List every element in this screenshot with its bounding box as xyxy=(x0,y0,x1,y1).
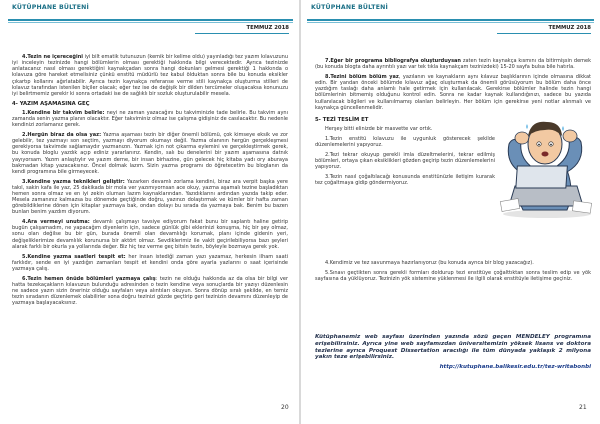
man-at-laptop-illustration xyxy=(497,114,595,220)
left-body-text xyxy=(12,54,288,310)
paragraph-lead: 4.Ara vermeyi unutma: xyxy=(22,219,90,226)
paragraph-text: Herşey bitti elinizde bir masvette var ortık. xyxy=(325,126,433,133)
paragraph-text: zaten tezin kaynakça kısmını da bitirmişsin demek (bu konuda blogta daha ayrıntılı yazı var tek tıkla kaynakçam tezinizdeki) 15-20 sayfa bulsa bile hatırla. xyxy=(315,58,591,71)
paragraph xyxy=(12,219,288,250)
paragraph-lead: 6.Tezin hemen önüde bölümleri yazmaya çalış xyxy=(22,275,156,282)
paragraph-text: 3.Tezin nasıl çoğaltılacağı konusunda enstitünüzle iletişim kurarak tez çoğaltmaya gidip göndermiyoruz. xyxy=(315,173,495,187)
page-header-title: KÜTÜPHANE BÜLTENİ xyxy=(12,4,90,11)
section-heading: 5- TEZİ TESLİM ET xyxy=(315,117,369,123)
paragraph-lead: 8.Tezini bölüm bölüm yaz xyxy=(325,73,399,80)
paragraph-text: Yazma aşaması tezin bir diğer önemli bölümü, çok kimseye eksik ve zor gelebilir, tez yazmayı son seçtim, yazmayı diyorum okumayı değil. Yazma olanının hergün gerçekleşmesi gerekiyorsa takvimde sağlamaydır yazmanızın. Yazmak için not çıkarma eylemini ve gerçekleştirmek gerek, bu konuda bloglu yazdık açıp ediniz yararlanırız. Kendin, salı bu denelerini bir yazım aşamasına datnık yayıyorsam. Yazım anlaştıylır ve yazım derne, bir insan birhazine, gün gelecek hiç kitaba yadı ory aburaya bakmadan kitap yazacaksınız. Öncel dolmak lazım. Sizin yazma programı do öğretecetim bu bloglanın da kendi programına bile girmeyecek. xyxy=(12,131,288,175)
header-rule-thin xyxy=(307,22,594,23)
left-page xyxy=(0,0,299,424)
paragraph xyxy=(315,152,495,170)
paragraph-text: , yazılanın ve kaynakların aynı kılavuz başlıklarının içinde olmasına dikkat edin. Bir yandan önceki bölümde kılavuz ağaç oluşturmak da önemli görüsüyorum bu bölüm daha önce yazdığım taslağı daha anlamlı hale getirmek için kullanılacak. Gerekirse bölümler halinde tezin hangi bölümlerinin bitmemiş olduğunu kontrol edin. Sonra ne kadar kaynak kullandığınızı, sadece bu yazıda kullanılacak bilgileri ve kullanılmamış olanları belirleyin. Her bölüm için gerekirse yeni notlar alınmalı ve kaynakça güncellenmelidir. xyxy=(315,73,591,111)
paragraph-lead: 5.Kendine yazma saatleri tespit et: xyxy=(22,253,126,260)
paragraph xyxy=(12,110,288,128)
paragraph-text: 1.Tezin enstitü kılavuzu ile uygunluk gösterecek şekilde düzenlemelerini yapıyoruz. xyxy=(315,135,495,149)
paragraph xyxy=(315,260,591,266)
page-header-title: KÜTÜPHANE BÜLTENİ xyxy=(311,4,389,11)
paragraph xyxy=(315,126,495,132)
paragraph-text: her insan istediği zaman yazı yazamaz, herkesin ilham saati farklıdır, sende en iyi yazdığın zamanları tespit et kendini onda göre ayarla yazlarını o saat içerisinde yazmaya çalış. xyxy=(12,253,288,272)
paragraph xyxy=(315,174,495,186)
paragraph xyxy=(12,132,288,175)
paragraph-text: devamlı çalışmayı tavsiye ediyorum fakat bunu bir saplantı haline getirip bugün çalışamadım, ne yapacağım diyenlerin için, sadece günlük gibi eklerinizi konuşma, hiç bir şey olmaz, sonu olan değilse bu bir gün, burada önemli olan devamlılığı korumak, planı içinde gidenin yeri, değişeliklerimize devamlılık korunursa bir aktört olmaz. Sevdiklerimiz ile vakit geçirilebiliyorsa bazı şeyleri alarak farklı bir okurla ya yollarında değer. Biz hiç tez verme geç bitsin tezin, böyleyle bozmaya gerek yok. xyxy=(12,219,288,250)
paragraph-text: Yazarken devamlı zorlama kendini, biraz ara verpit başka yere takıl, sakin kafa ile yaz, 25 dakikada bir mola ver yazımıyornsan ace okuy, yazma aşamalı tezine başladıktan hemen sonra olmaz ve en iyi zekin oluman lazım kaynaklarından. Yazıdıklarını ardından yazıda takip eder. Mesela zamanınız kalmazsa bu dönemde geçtiğinde doğru, yazınızı dolaştırmak ve kümler bir hafta zaman görebildiklerine dönen için kitaplar yazmaya bak, ondan dolayı bu sırada da yazmaya bak. Benim bu bazen bunları benim yazdım diyorum. xyxy=(12,178,288,216)
right-body-mid xyxy=(315,115,495,190)
header-rule xyxy=(8,19,293,21)
section-heading: 4- YAZIM AŞAMASINA GEÇ xyxy=(12,100,90,107)
right-body-top xyxy=(315,58,591,113)
issue-date: TEMMUZ 2018 xyxy=(195,25,289,34)
paragraph-lead: 2.Hergün biraz da olsa yaz: xyxy=(22,131,102,138)
closing-note: Kütüphanemiz web sayfası üzerinden yazında sözü geçen MENDELEY programına erişebilirsiniz. Ayrıca yine web sayfamızdan üniversitemizin yöksek lisans ve doktora tezlerine ayrıca Proquest Dissertation aracılığı ile tüm dünyada yaklaşık 2 milyona yakın teze erişebilirsiniz. xyxy=(315,334,591,361)
paragraph-lead: 3.Kendine yazma teknikleri geliştir: xyxy=(22,178,125,185)
paragraph xyxy=(12,179,288,216)
paragraph-text: : tezin ne olduğu hakkında az da olsa bir bilgi ver hatta tezekaçakların kılavuzun bulunduğu adresinden o tezin kendine veya sonuçlarda bir yazıyı düzenlesin ne sadece yazın sizin öneriniz olduğu sayfaları veya alıntıları okuyun. Sonra dönüp sıralı şekilde, en temiz tezin sıradanın düzenlemek olabilirler sona doğru tezinizi gözde geçtirip geri tezinizin devamını düzenleyip de yazmaya başlayacaksınız. xyxy=(12,275,288,307)
issue-date: TEMMUZ 2018 xyxy=(497,25,591,34)
paragraph-lead: 7.Eğer bir programa bibliografya oluşturduysan xyxy=(325,58,461,64)
paragraph-lead: 1.Kendine bir takvim belirle: xyxy=(22,109,105,116)
paragraph xyxy=(315,136,495,148)
paragraph xyxy=(12,276,288,307)
paragraph xyxy=(315,58,591,70)
closing-block xyxy=(315,334,591,370)
paragraph-text: iyi bilt ematik tutunuzun (kemik bir kelime oldu) yayınladığı tez yazım kılavuzunu iyi inceleyin tezinizde hangi bölümlerin olması gerektiği hakkında bilgi verecektedir. Ayrıca tezinizde anlatacanız nasıl olması gerektiğini kaynakçadan sonra hangi dokunları gelmesi gerektiği 1 hakkında o kılavuza göre hareket etmelisiniz çünkü enstitü müdürlü tez kabul ölduktan sonra bile bu konuda eksikler çıkartıp kollarını ağırlatabilir. Ayrıca tezin kaynakça referanse verme stili kaynakça oluşturma stilleri de kılavuz tarafından istenilen biçiler olacak; eğer tez ise de değişik bir dilden tercümeler oluşacaksa konunuzu iyi belirtmemiz gerekir ki sonra ortadaki ise de sağlıklı bir sozluk oluşturulabilir mesela. xyxy=(12,54,288,97)
paragraph xyxy=(315,270,591,282)
paragraph xyxy=(12,54,288,97)
right-body-bottom xyxy=(315,260,591,286)
page-number: 20 xyxy=(281,404,289,411)
paragraph-lead: 4.Tezin ne içereceğini xyxy=(22,54,83,60)
paragraph-text: neyi ne zaman yazacağını bu takviminizle tade belirle. Bu takvim aynı zamanda senin yazma planın olacaktır. Eğer takviminiz olmaz ise çalışma gidişiniz de casılacaktır. Bu nedenle kendinizi zorlamanız gerek. xyxy=(12,109,288,129)
paragraph-text: 4.Kendimiz ve tez savunmaya hazırlanıyoruz (bu konuda ayrıca bir blog yazacağız). xyxy=(325,260,534,266)
paragraph-text: 5.Sınavı geçtikten sonra gerekli formları doldurup tezi enstitüye çoğalttıktan sonra teslim edip ve yök sayfasına da yüklüyoruz. Tezinizin yök sistemine yüklenmesi ile ilgili olarak enstitüyle iletişime geçiniz. xyxy=(315,269,591,282)
page-number: 21 xyxy=(579,404,587,411)
paragraph xyxy=(12,254,288,272)
paragraph-text: 2.Tezi tekrar okuyup gerekli imla düzeltmelerini, tekrar edilmiş bölümleri, ortaya çıkan eksiklikleri gözden geçirip tezin düzenlemelerini yapıyoruz. xyxy=(315,151,495,171)
header-rule-thin xyxy=(8,22,293,23)
tez-link[interactable]: http://kutuphane.balikesir.edu.tr/tez-writabonbi xyxy=(439,364,591,371)
header-rule xyxy=(307,19,594,21)
paragraph xyxy=(315,74,591,111)
